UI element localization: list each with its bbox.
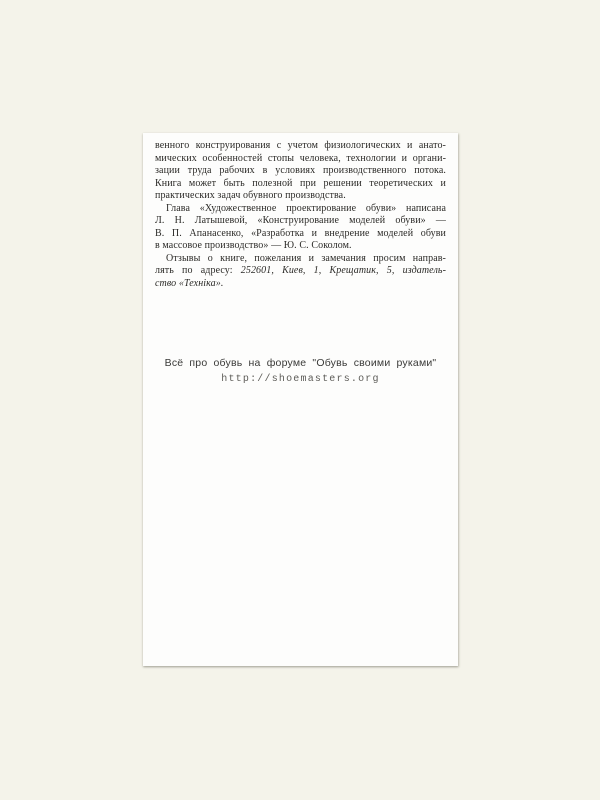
text-line: ство «Техніка». (155, 277, 224, 289)
text-run-italic: 252601, Киев, 1, Крещатик, 5, издатель- (240, 265, 447, 276)
text-line: в массовое производство» — Ю. С. Соколом. (155, 240, 352, 251)
forum-note (143, 357, 458, 385)
text-line: В. П. Апанасенко, «Разработка и внедрение моделей обуви (155, 227, 446, 239)
forum-note-text: Всё про обувь на форуме "Обувь своими руками" (164, 357, 437, 369)
text-line: зации труда рабочих в условиях производственного потока. (155, 165, 446, 176)
text-line: мических особенностей стопы человека, технологии и органи- (155, 152, 446, 164)
text-line (155, 265, 446, 278)
forum-url: http://shoemasters.org (221, 374, 380, 385)
text-line: Глава «Художественное проектирование обуви» написана (166, 202, 446, 214)
text-line: венного конструирования с учетом физиологических и анато- (155, 140, 446, 151)
paragraph-feedback-address (155, 253, 446, 291)
book-page (143, 133, 458, 666)
paragraph-annotation (155, 140, 446, 203)
text-line: практических задач обувного производства. (155, 190, 346, 201)
paragraph-chapter-authors (155, 203, 446, 253)
text-line: Л. Н. Латышевой, «Конструирование моделей обуви» — (155, 215, 446, 226)
colophon-text-block (155, 140, 446, 290)
text-run: лять по адресу: (155, 265, 241, 276)
text-line: Отзывы о книге, пожелания и замечания просим направ- (166, 252, 446, 264)
text-line: Книга может быть полезной при решении теоретических и (155, 177, 446, 189)
